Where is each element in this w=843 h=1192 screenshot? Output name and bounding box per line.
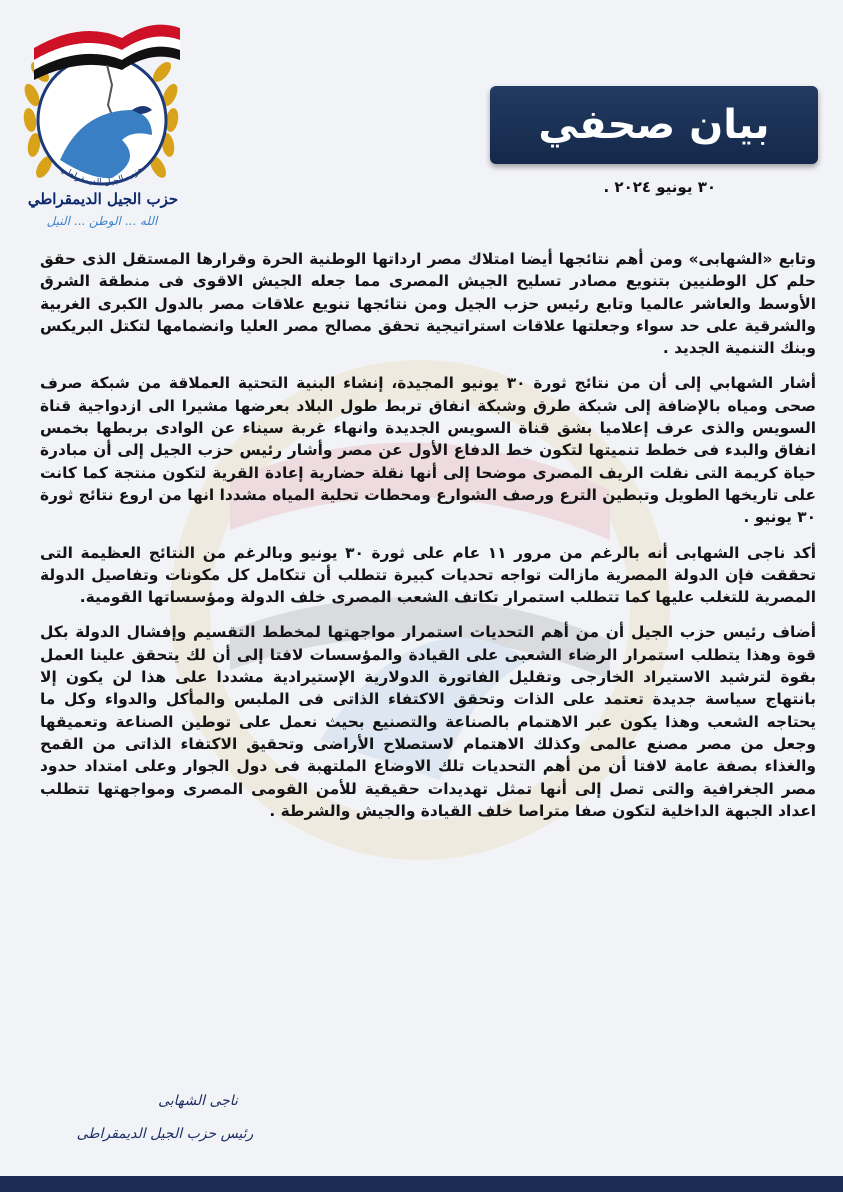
paragraph: أشار الشهابي إلى أن من نتائج ثورة ٣٠ يونيو المجيدة، إنشاء البنية التحتية العملاقة من شبكة صرف صحى ومياه بالإضافة إلى شبكة طرق وشبكة انفاق تربط طول البلاد بعرضها مشيرا الى ازدواجية قناة السويس والذى عرف إعلاميا بشق قناة السويس الجديدة وانهاء غربة سيناء عن الوادى بربطها بخمس انفاق والبدء فى خطط تنميتها لتكون خط الدفاع الأول عن مصر وأشار رئيس حزب الجيل إلى أن مبادرة حياة كريمة التى نقلت الريف المصرى موضحا إلى أنها نقلة حضارية إعادة القرية لتكون منتجة كما كانت على تاريخها الطويل وتبطين الترع ورصف الشوارع ومحطات تحلية المياه مشددا انها من اروع نتائج ثورة ٣٠ يونيو . [40,374,816,527]
title-banner [490,86,818,164]
signature-name: ناجى الشهابى [158,1093,238,1109]
release-body [40,248,816,835]
paragraph: وتابع «الشهابى» ومن أهم نتائجها أيضا امتلاك مصر ارداتها الوطنية الحرة وقرارها المستقل الذى حقق حلم كل الوطنيين بتنويع مصادر تسليح الجيش المصرى مما جعله الجيش الاقوى فى منطقة الشرق الأوسط والعاشر عالميا وتابع رئيس حزب الجيل ومن نتائجها تنويع علاقات مصر بالدول الكبرى الغربية والشرقية على حد سواء وجعلتها علاقات استراتيجية تحقق مصالح مصر العليا وانضمامها لتكتل البريكس وبنك التنمية الجديد . [40,250,816,358]
paragraph: أكد ناجى الشهابى أنه بالرغم من مرور ١١ عام على ثورة ٣٠ يونيو وبالرغم من النتائج العظيمة التى تحققت فإن الدولة المصرية مازالت تواجه تحديات كبيرة تتطلب أن تتكامل كل مكونات وتفاصيل الدولة المصرية للتغلب عليها كما تتطلب استمرار تكاتف الشعب المصرى خلف الدولة ومؤسساتها القومية. [40,543,816,607]
release-date: ٣٠ يونيو ٢٠٢٤ . [603,178,716,196]
paragraph: أضاف رئيس حزب الجيل أن من أهم التحديات استمرار مواجهتها لمخطط التقسيم وإفشال الدولة بكل قوة وهذا يتطلب استمرار الرضاء الشعبى على القيادة والمؤسسات لافتا إلى أن لك يتحقق علينا العمل بقوة لترشيد الاستيراد الخارجى وتقليل الفاتورة الدولارية الإستيرادية مشددا على هذا لن يكون إلا بانتهاج سياسة جديدة تعتمد على الذات وتحقق الاكتفاء الذاتى فى الملبس والمأكل والدواء وكل ما يحتاجه الشعب وهذا يكون عبر الاهتمام بالصناعة والتصنيع بحيث نعمل على توطين الصناعة وتعميقها وجعل من مصر مصنع عالمى وكذلك الاهتمام لاستصلاح الأراضى وتحقيق الاكتفاء الذاتى من القمح والغذاء بصفة عامة لافتا أن من أهم التحديات تلك الاوضاع الملتهبة فى دول الجوار وعلى امتداد حدود مصر الجغرافية والتى تصل إلى أنها تمثل تهديدات حقيقية للأمن القومى المصرى ومواجهتها تتطلب اعداد الجبهة الداخلية لتكون صفا متراصا خلف القيادة والجيش والشرطة . [40,623,816,820]
party-logo [12,10,192,245]
logo-party-name: حزب الجيل الديمقراطي [27,190,179,208]
footer-bar [0,1176,843,1192]
logo-slogan: الله ... الوطن ... النيل [46,214,158,228]
logo-ring-text: حزب الجيل الديمقراطي [58,164,146,189]
page-title: بيان صحفي [538,102,770,148]
signature-title: رئيس حزب الجيل الديمقراطى [76,1126,254,1142]
